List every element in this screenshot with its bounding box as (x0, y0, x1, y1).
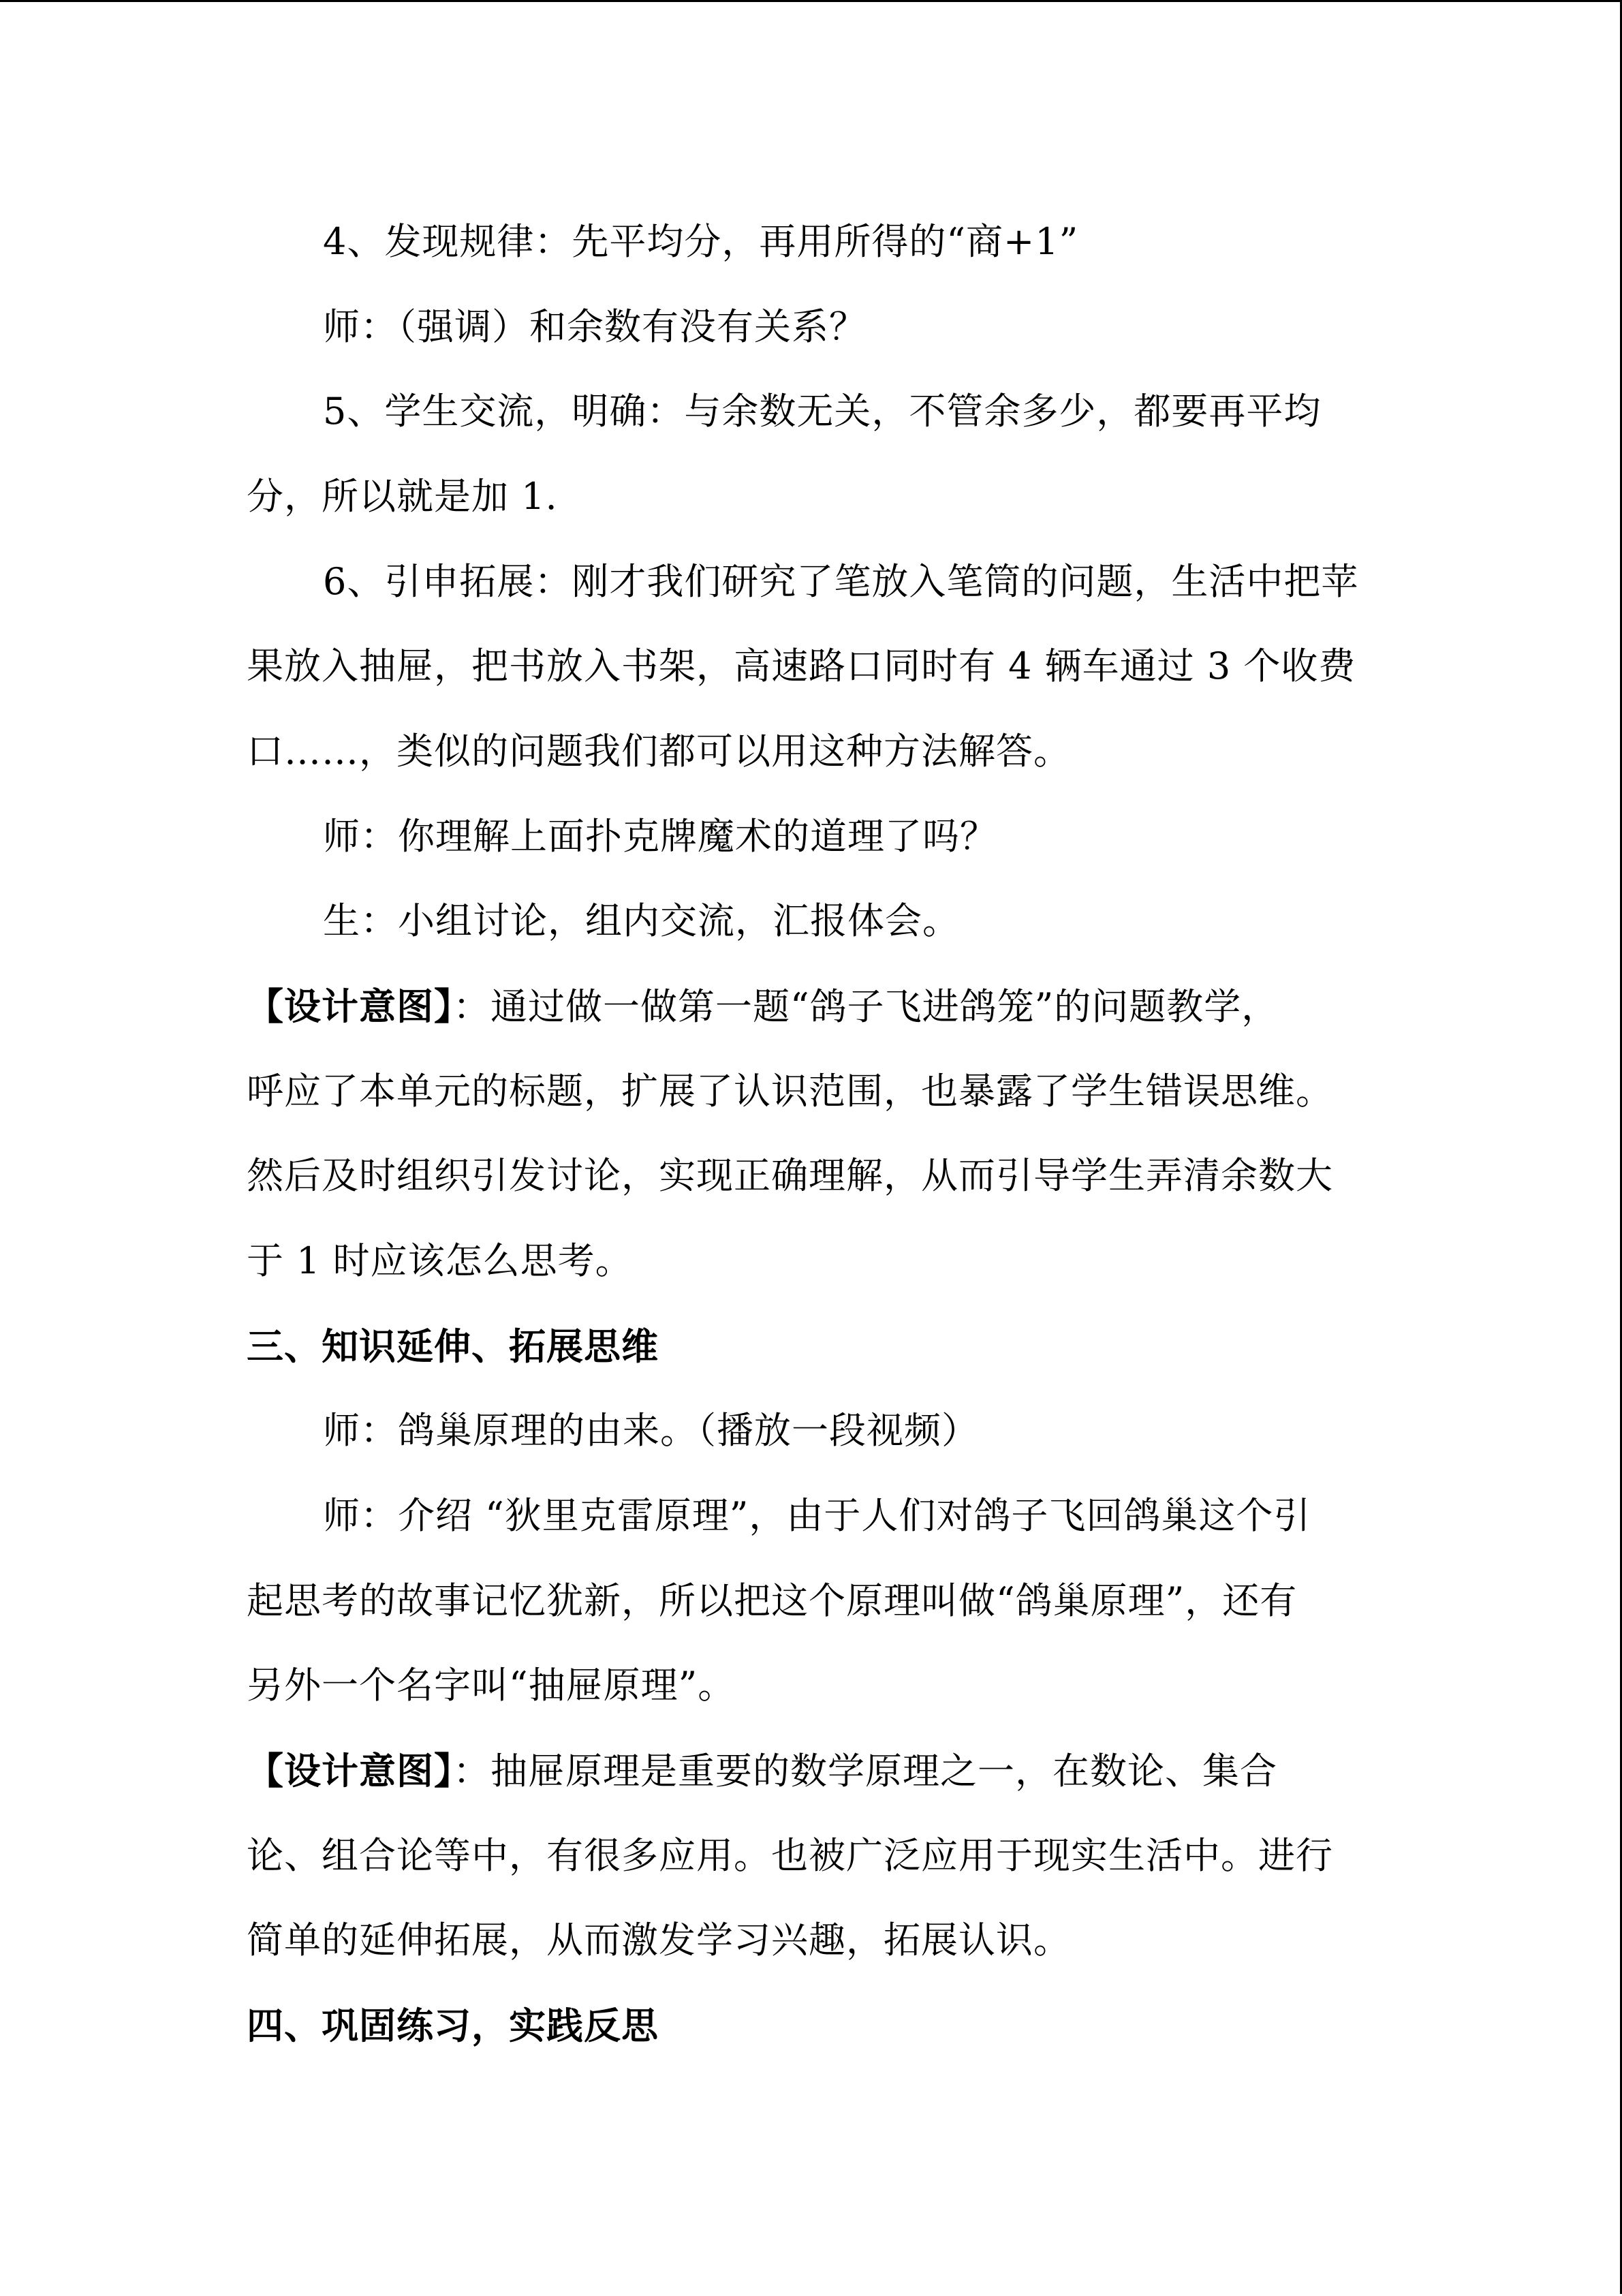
paragraph-line: 师：介绍 “狄里克雷原理”，由于人们对鸽子飞回鸽巢这个引 (323, 1494, 1311, 1537)
section-heading: 三、知识延伸、拓展思维 (247, 1324, 659, 1368)
paragraph-line: 生：小组讨论，组内交流，汇报体会。 (323, 899, 960, 942)
document-page (247, 2, 1377, 2296)
paragraph-line: 于 1 时应该怎么思考。 (247, 1239, 633, 1282)
design-intent-label: 【设计意图】 (247, 984, 453, 1028)
paragraph-line: 果放入抽屉，把书放入书架，高速路口同时有 4 辆车通过 3 个收费 (247, 645, 1356, 687)
paragraph-line: 分，所以就是加 1. (247, 475, 558, 518)
paragraph-line: 起思考的故事记忆犹新，所以把这个原理叫做“鸽巢原理”，还有 (247, 1579, 1298, 1622)
design-intent-paragraph (247, 976, 1279, 1037)
paragraph-line: 呼应了本单元的标题，扩展了认识范围，也暴露了学生错误思维。 (247, 1070, 1333, 1113)
design-intent-paragraph (247, 1740, 1277, 1801)
paragraph-line: 论、组合论等中，有很多应用。也被广泛应用于现实生活中。进行 (247, 1834, 1333, 1877)
paragraph-line: 口……，类似的问题我们都可以用这种方法解答。 (247, 730, 1071, 773)
paragraph-line: 师：鸽巢原理的由来。（播放一段视频） (323, 1409, 979, 1452)
paragraph-line: 简单的延伸拓展，从而激发学习兴趣，拓展认识。 (247, 1919, 1071, 1961)
paragraph-line: 师：（强调）和余数有没有关系？ (323, 305, 867, 348)
paragraph-line: 另外一个名字叫“抽屉原理”。 (247, 1664, 736, 1707)
paragraph-line: 4、发现规律：先平均分，再用所得的“商+1” (323, 220, 1079, 263)
paragraph-line: 5、学生交流，明确：与余数无关，不管余多少，都要再平均 (323, 390, 1322, 433)
section-heading: 四、巩固练习，实践反思 (247, 2004, 659, 2047)
design-intent-label: 【设计意图】 (247, 1749, 453, 1793)
paragraph-text: ：通过做一做第一题“鸽子飞进鸽笼”的问题教学， (453, 985, 1279, 1028)
paragraph-line: 6、引申拓展：刚才我们研究了笔放入笔筒的问题，生活中把苹 (323, 560, 1359, 603)
paragraph-line: 然后及时组织引发讨论，实现正确理解，从而引导学生弄清余数大 (247, 1154, 1333, 1197)
paragraph-line: 师：你理解上面扑克牌魔术的道理了吗？ (323, 815, 997, 858)
paragraph-text: ：抽屉原理是重要的数学原理之一，在数论、集合 (453, 1750, 1277, 1793)
